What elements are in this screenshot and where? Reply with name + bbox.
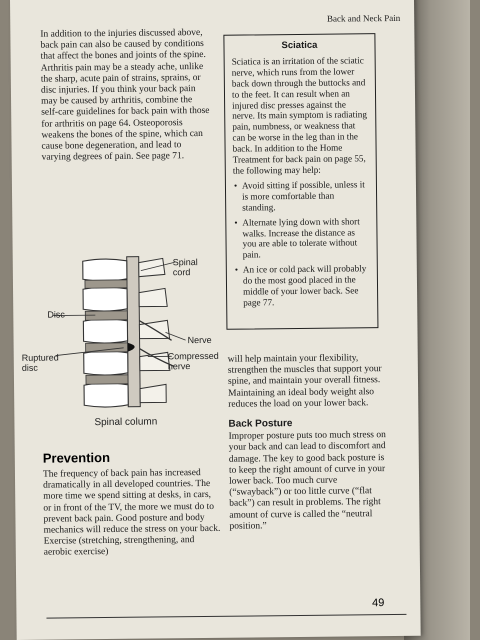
- page-number: 49: [372, 597, 385, 610]
- sidebar-title: Sciatica: [281, 39, 318, 52]
- back-posture-body: Improper posture puts too much stress on your back and can lead to discomfort and damage. The key to good back posture is to keep the right amount of curve in your lower back. Too much curve (“swayback”) or too little curve (“flat back”) can result in problems. The right amount of curve is called the “neutral position.”: [228, 430, 386, 532]
- sidebar-bullet: • An ice or cold pack will probably do the most good placed in the middle of your lower back. See page 77.: [243, 263, 370, 308]
- prevention-body: The frequency of back pain has increased dramatically in all developed countries. The more time we spend sitting at desks, in cars, or in front of the TV, the more we must do to prevent back pain. Good posture and body mechanics will reduce the stress on your back. Exercise (stretching, strengthening, and aerobic exercise): [42, 468, 221, 559]
- sidebar-bullet: • Alternate lying down with short walks. Increase the distance as you are able to tolerate without pain.: [242, 216, 369, 261]
- right-lower-column: [228, 353, 390, 541]
- sciatica-sidebar: [223, 33, 378, 330]
- continuation-paragraph: will help maintain your flexibility, strengthen the muscles that support your spine, and maintain your overall fitness. Maintaining an ideal body weight also reduces the load on your lower back.: [227, 353, 382, 410]
- figure-caption: Spinal column: [94, 416, 158, 429]
- label-disc: Disc: [47, 309, 65, 320]
- spinal-column-figure: [15, 248, 227, 435]
- label-ruptured-disc: Ruptured disc: [21, 352, 59, 373]
- footer-rule: [46, 614, 406, 619]
- sidebar-bullet: • Avoid sitting if possible, unless it is more comfortable than standing.: [242, 179, 369, 213]
- running-head: Back and Neck Pain: [326, 12, 401, 24]
- prevention-heading: Prevention: [42, 449, 111, 466]
- sidebar-body: Sciatica is an irritation of the sciatic nerve, which runs from the lower back down through the buttocks and to the feet. It can result when an injured disc presses against the nerve. Its main symptom is radiating pain, numbness, or weakness that can be worse in the leg than in the back. In addition to the Home Treatment for back pain on page 55, the following may help:: [231, 55, 368, 176]
- sidebar-bullet-list: [233, 179, 370, 308]
- label-spinal-cord: Spinal cord: [172, 257, 198, 277]
- label-nerve: Nerve: [187, 334, 212, 346]
- book-page: [10, 0, 421, 640]
- intro-paragraph: In addition to the injuries discussed above, back pain can also be caused by conditions that affect the bones and joints of the spine. Arthritis pain may be a steady ache, unlike the sharp, acute pain of strains, sprains, or disc injuries. If you think your back pain may be caused by arthritis, combine the self-care guidelines for back pain with those for arthritis on page 64. Osteoporosis weakens the bones of the spine, which can cause bone degeneration, and lead to varying degrees of pain. See page 71.: [40, 27, 210, 163]
- back-posture-heading: Back Posture: [228, 418, 293, 430]
- label-compressed-nerve: Compressed nerve: [167, 350, 219, 371]
